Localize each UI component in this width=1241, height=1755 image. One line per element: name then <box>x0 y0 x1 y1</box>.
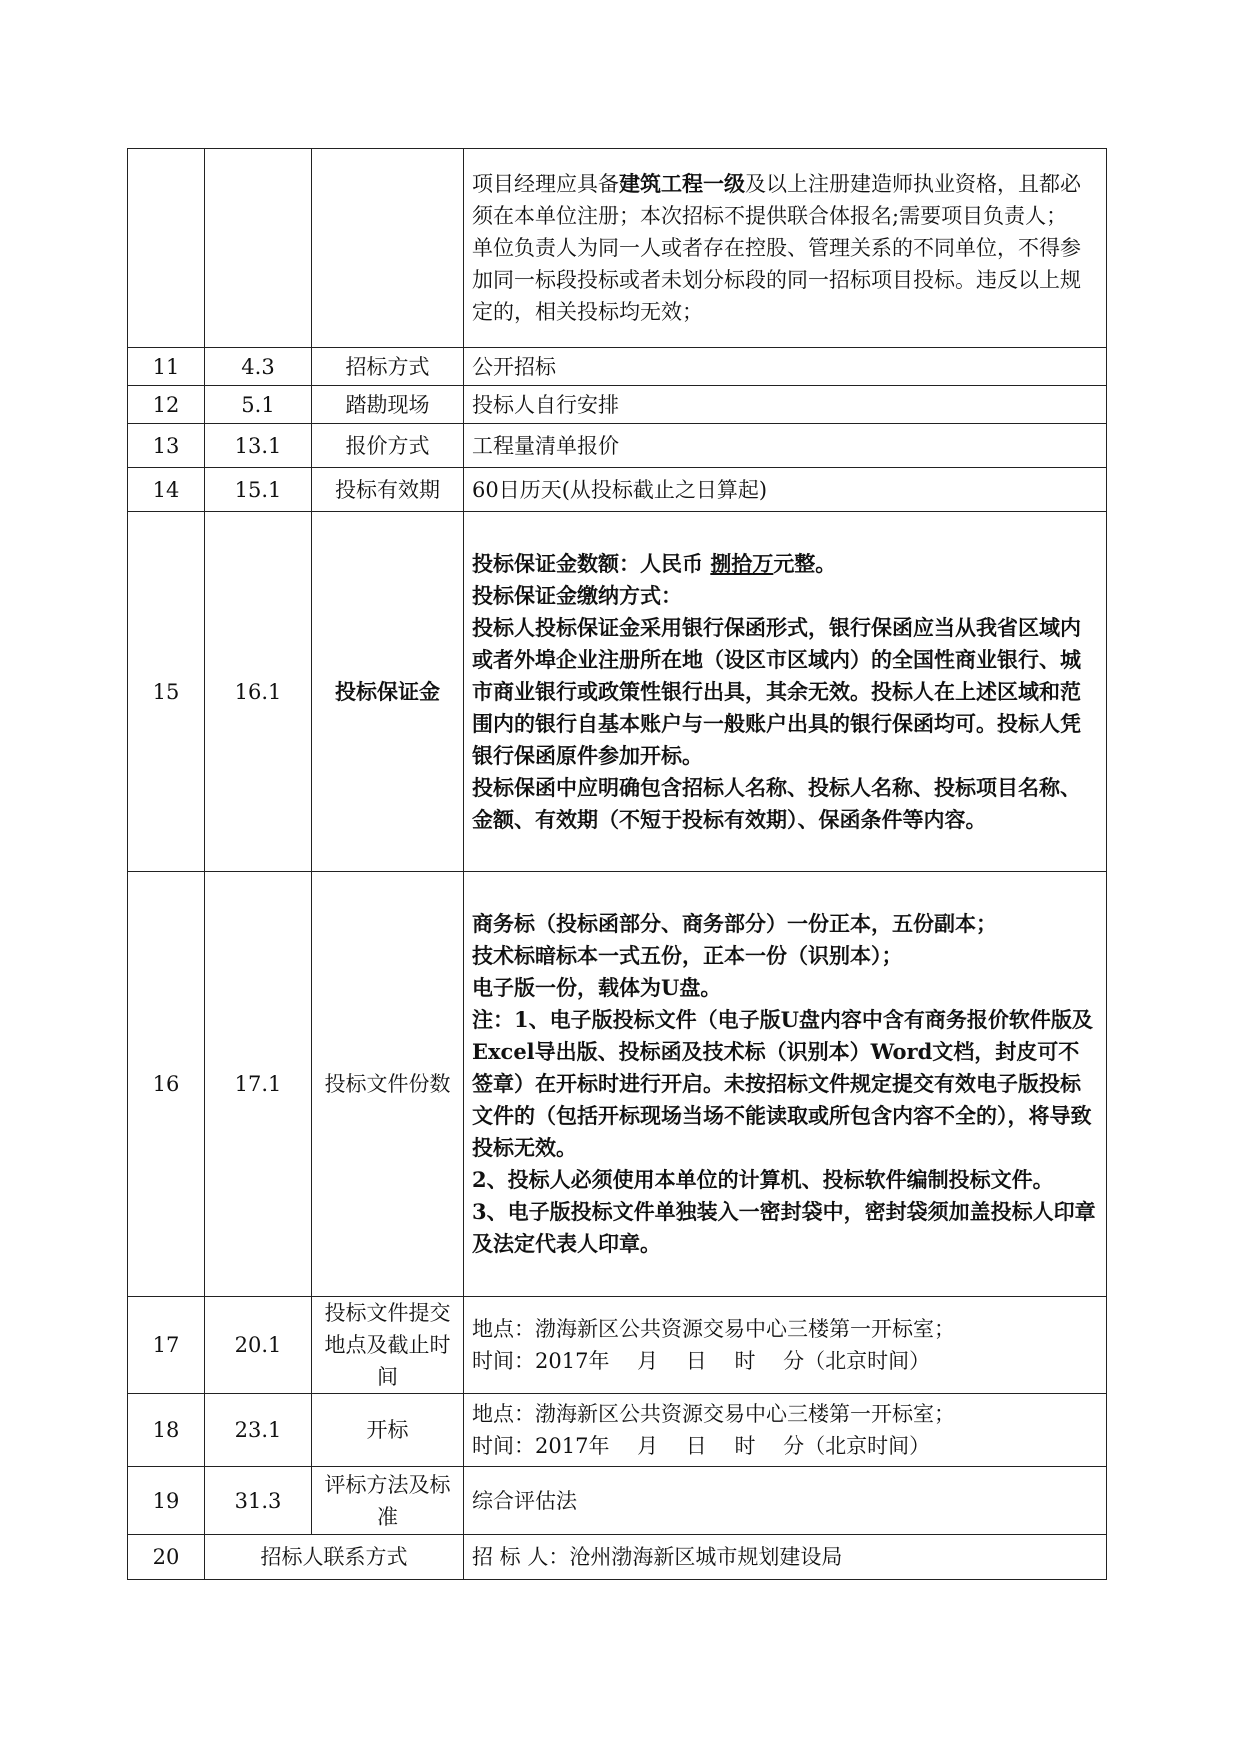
content-cell: 公开招标 <box>464 348 1107 386</box>
content-cell: 60日历天(从投标截止之日算起) <box>464 468 1107 512</box>
content-cell: 投标人自行安排 <box>464 386 1107 424</box>
clause-cell: 16.1 <box>205 512 312 872</box>
row-number-cell: 20 <box>128 1535 205 1580</box>
content-text: 商务标（投标函部分、商务部分）一份正本，五份副本； <box>472 911 997 936</box>
item-cell: 投标文件提交地点及截止时间 <box>312 1297 464 1394</box>
deposit-amount-line <box>472 548 1098 580</box>
time-text: 时间：2017年 月 日 时 分（北京时间） <box>472 1434 931 1458</box>
item-cell: 招标方式 <box>312 348 464 386</box>
content-cell <box>464 1394 1107 1467</box>
clause-cell: 5.1 <box>205 386 312 424</box>
content-text: 技术标暗标本一式五份，正本一份（识别本）； <box>472 943 903 968</box>
row-number-cell: 19 <box>128 1467 205 1535</box>
table-row <box>128 1297 1107 1394</box>
table-row <box>128 872 1107 1297</box>
row-number-cell: 11 <box>128 348 205 386</box>
clause-cell: 17.1 <box>205 872 312 1297</box>
deposit-amount-value: 捌拾万 <box>710 550 774 576</box>
item-cell: 招标人联系方式 <box>205 1535 464 1580</box>
row-number-cell: 16 <box>128 872 205 1297</box>
table-row <box>128 424 1107 468</box>
item-cell: 投标保证金 <box>312 512 464 872</box>
content-cell: 招 标 人：沧州渤海新区城市规划建设局 <box>464 1535 1107 1580</box>
row-number-cell: 12 <box>128 386 205 424</box>
row-number-cell: 14 <box>128 468 205 512</box>
clause-cell: 20.1 <box>205 1297 312 1394</box>
clause-cell: 23.1 <box>205 1394 312 1467</box>
row-number-cell: 18 <box>128 1394 205 1467</box>
item-cell: 投标有效期 <box>312 468 464 512</box>
row-number-cell: 13 <box>128 424 205 468</box>
content-cell <box>464 1297 1107 1394</box>
table-row <box>128 348 1107 386</box>
content-cell: 工程量清单报价 <box>464 424 1107 468</box>
item-cell <box>312 149 464 348</box>
clause-cell: 15.1 <box>205 468 312 512</box>
row-number-cell: 15 <box>128 512 205 872</box>
location-text: 地点：渤海新区公共资源交易中心三楼第一开标室； <box>472 1317 955 1341</box>
clause-cell: 31.3 <box>205 1467 312 1535</box>
item-cell: 投标文件份数 <box>312 872 464 1297</box>
table-row <box>128 1394 1107 1467</box>
table-row <box>128 468 1107 512</box>
content-text: 2、投标人必须使用本单位的计算机、投标软件编制投标文件。 <box>472 1167 1054 1192</box>
table-row <box>128 1467 1107 1535</box>
content-text: 3、电子版投标文件单独装入一密封袋中，密封袋须加盖投标人印章及法定代表人印章。 <box>472 1199 1096 1256</box>
content-text: 投标人投标保证金采用银行保函形式，银行保函应当从我省区域内或者外埠企业注册所在地（设区市区域内）的全国性商业银行、城市商业银行或政策性银行出具，其余无效。投标人在上述区域和范围内的银行自基本账户与一般账户出具的银行保函均可。投标人凭银行保函原件参加开标。 <box>472 614 1081 768</box>
content-cell <box>464 512 1107 872</box>
content-text: 投标保证金数额：人民币 <box>472 550 711 576</box>
item-cell: 评标方法及标准 <box>312 1467 464 1535</box>
row-number-cell <box>128 149 205 348</box>
content-text: 注：1、电子版投标文件（电子版U盘内容中含有商务报价软件版及Excel导出版、投标函及技术标（识别本）Word文档，封皮可不签章）在开标时进行开启。未按招标文件规定提交有效电子版投标文件的（包括开标现场当场不能读取或所包含内容不全的），将导致投标无效。 <box>472 1007 1093 1160</box>
row-number-cell: 17 <box>128 1297 205 1394</box>
bidding-data-table <box>127 148 1107 1580</box>
table-row <box>128 1535 1107 1580</box>
clause-cell: 13.1 <box>205 424 312 468</box>
content-text-bold: 建筑工程一级 <box>619 171 745 196</box>
item-cell: 报价方式 <box>312 424 464 468</box>
content-text: 投标保函中应明确包含招标人名称、投标人名称、投标项目名称、金额、有效期（不短于投标有效期）、保函条件等内容。 <box>472 774 1081 832</box>
content-cell: 综合评估法 <box>464 1467 1107 1535</box>
table-row <box>128 512 1107 872</box>
content-text: 电子版一份，载体为U盘。 <box>472 975 722 1000</box>
table-row <box>128 386 1107 424</box>
content-text: 元整。 <box>773 550 837 576</box>
clause-cell: 4.3 <box>205 348 312 386</box>
content-cell <box>464 149 1107 348</box>
content-text: 及以上注册建造师执业资格，且都必须在本单位注册；本次招标不提供联合体报名;需要项目负责人； <box>472 172 1081 228</box>
content-cell <box>464 872 1107 1297</box>
time-text: 时间：2017年 月 日 时 分（北京时间） <box>472 1349 931 1373</box>
location-text: 地点：渤海新区公共资源交易中心三楼第一开标室； <box>472 1402 955 1426</box>
clause-cell <box>205 149 312 348</box>
content-text: 项目经理应具备 <box>472 172 619 196</box>
table-row <box>128 149 1107 348</box>
item-cell: 踏勘现场 <box>312 386 464 424</box>
item-cell: 开标 <box>312 1394 464 1467</box>
content-text: 单位负责人为同一人或者存在控股、管理关系的不同单位，不得参加同一标段投标或者未划分标段的同一招标项目投标。违反以上规定的，相关投标均无效； <box>472 236 1081 324</box>
content-text: 投标保证金缴纳方式： <box>472 582 682 608</box>
